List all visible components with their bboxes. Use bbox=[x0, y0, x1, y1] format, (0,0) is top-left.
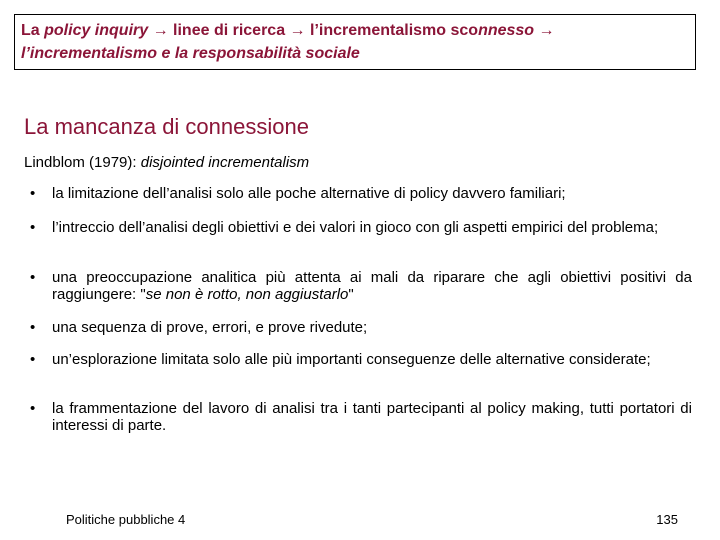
bullet-icon: • bbox=[30, 219, 36, 236]
list-item bbox=[30, 400, 692, 434]
subtitle-concept: disjointed incrementalism bbox=[140, 154, 310, 171]
breadcrumb-policy-inquiry: policy inquiry bbox=[44, 22, 149, 39]
list-item bbox=[30, 185, 692, 202]
list-item bbox=[30, 219, 692, 236]
bullet-icon: • bbox=[30, 400, 36, 417]
footer-course: Politiche pubbliche 4 bbox=[66, 512, 186, 527]
arrow-right-icon: → bbox=[289, 22, 306, 39]
breadcrumb-incrementalismo-italic: nnesso bbox=[478, 22, 535, 39]
bullet-icon: • bbox=[30, 185, 36, 202]
list-item-text: la frammentazione del lavoro di analisi tra i tanti partecipanti al policy making, tutti portatori di interessi di parte. bbox=[52, 400, 692, 434]
arrow-right-icon: → bbox=[152, 22, 169, 39]
list-item-text-main: una preoccupazione analitica più attenta ai mali da riparare che agli obiettivi positivi da raggiungere: " bbox=[52, 269, 692, 303]
bullet-icon: • bbox=[30, 351, 36, 368]
breadcrumb-incrementalismo: l’incrementalismo sco bbox=[305, 22, 479, 39]
list-item-text: l’intreccio dell’analisi degli obiettivi e dei valori in gioco con gli aspetti empirici del problema; bbox=[52, 219, 659, 236]
list-item bbox=[30, 351, 692, 368]
slide-subtitle bbox=[24, 154, 309, 171]
list-item-text bbox=[52, 269, 692, 303]
list-item bbox=[30, 269, 692, 303]
list-item bbox=[30, 319, 692, 336]
bullet-icon: • bbox=[30, 319, 36, 336]
page-number: 135 bbox=[656, 512, 678, 527]
breadcrumb-header bbox=[14, 14, 696, 70]
arrow-right-icon: → bbox=[538, 22, 555, 39]
subtitle-author: Lindblom (1979): bbox=[24, 154, 141, 171]
breadcrumb-text: La bbox=[21, 22, 45, 39]
breadcrumb-linee-ricerca: linee di ricerca bbox=[168, 22, 290, 39]
breadcrumb-responsabilita: l’incrementalismo e la responsabilità sociale bbox=[21, 45, 360, 62]
list-item-text: un’esplorazione limitata solo alle più importanti conseguenze delle alternative considerate; bbox=[52, 351, 651, 368]
list-item-quote-end: " bbox=[348, 286, 354, 303]
slide-title: La mancanza di connessione bbox=[24, 114, 309, 139]
list-item-quote: se non è rotto, non aggiustarlo bbox=[145, 286, 349, 303]
list-item-text: una sequenza di prove, errori, e prove rivedute; bbox=[52, 319, 368, 336]
bullet-icon: • bbox=[30, 269, 36, 286]
list-item-text: la limitazione dell’analisi solo alle poche alternative di policy davvero familiari; bbox=[52, 185, 566, 202]
